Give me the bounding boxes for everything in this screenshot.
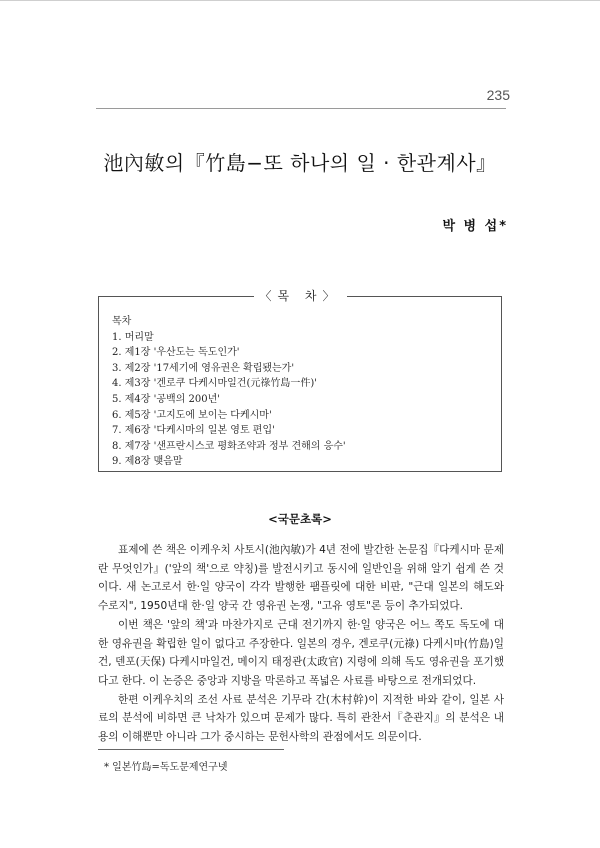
toc-item: 6. 제5장 '고지도에 보이는 다케시마' (112, 409, 272, 421)
footnote-divider (98, 749, 284, 750)
toc-item: 5. 제4장 '공백의 200년' (112, 393, 220, 405)
abstract-heading: <국문초록> (268, 512, 332, 526)
abstract-body (98, 541, 504, 747)
author-name: 박 병 섭* (442, 219, 508, 234)
abstract-paragraph: 표제에 쓴 책은 이케우치 사토시(池內敏)가 4년 전에 발간한 논문집『다케시마 문제란 무엇인가』('앞의 책'으로 약칭)를 발전시키고 동시에 일반인을 위해 알기 쉽게 쓴 것이다. 새 논고로서 한·일 양국이 각각 발행한 팸플릿에 대한 비판, "근대 일본의 해도와 수로지", 1950년대 한·일 양국 간 영유권 논쟁, "고유 영토"론 등이 추가되었다. (98, 544, 504, 613)
toc-item: 1. 머리말 (112, 331, 154, 343)
toc-item: 9. 제8장 맺음말 (112, 456, 183, 468)
abstract-paragraph: 한편 이케우치의 조선 사료 분석은 기무라 간(木村幹)이 지적한 바와 같이, 일본 사료의 분석에 비하면 큰 낙차가 있으며 문제가 많다. 특히 관찬서『춘관지』의 분석은 내용의 이해뿐만 아니라 그가 중시하는 문헌사학의 관점에서도 의문이다. (98, 693, 504, 744)
toc-item: 8. 제7장 '샌프란시스코 평화조약과 정부 견해의 응수' (112, 440, 346, 452)
toc-item: 4. 제3장 '겐로쿠 다케시마일건(元祿竹島一件)' (112, 378, 318, 390)
toc-label-text: 〈목 차〉 (254, 289, 347, 303)
toc-heading: 목차 (112, 316, 132, 327)
header-divider (96, 108, 506, 109)
toc-item: 7. 제6장 '다케시마의 일본 영토 편입' (112, 425, 275, 437)
toc-list (112, 314, 346, 470)
article-title: 池內敏의『竹島−또 하나의 일 · 한관계사』 (103, 151, 497, 175)
toc-item: 3. 제2장 '17세기에 영유권은 확립됐는가' (112, 362, 295, 374)
footnote: * 일본竹島=독도문제연구넷 (104, 762, 228, 773)
abstract-paragraph: 이번 책은 '앞의 책'과 마찬가지로 근대 전기까지 한·일 양국은 어느 쪽도 독도에 대한 영유권을 확립한 일이 없다고 주장한다. 일본의 경우, 겐로쿠(元祿) 다케시마(竹島)일건, 덴포(天保) 다케시마일건, 메이지 태정관(太政官) 지령에 의해 독도 영유권을 포기했다고 한다. 이 논증은 중앙과 지방을 막론하고 폭넓은 사료를 바탕으로 전개되었다. (98, 618, 504, 687)
page-number: 235 (486, 87, 510, 103)
toc-item: 2. 제1장 '우산도는 독도인가' (112, 347, 240, 359)
toc-label (0, 285, 600, 304)
